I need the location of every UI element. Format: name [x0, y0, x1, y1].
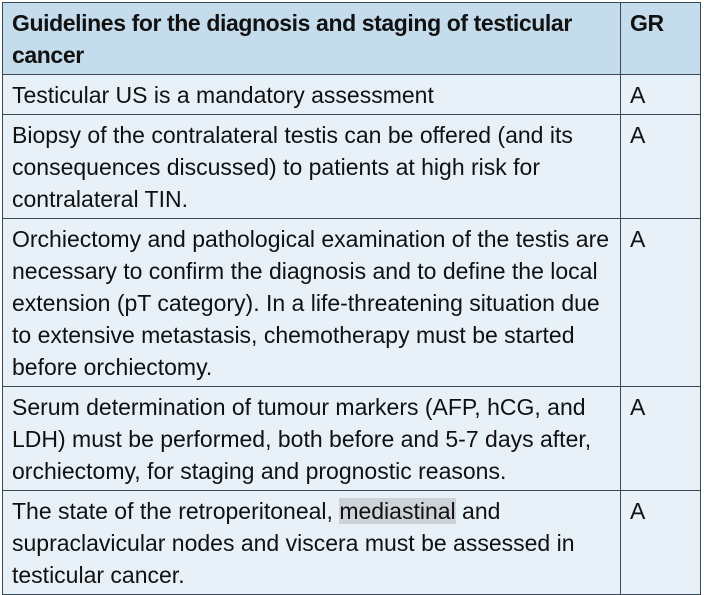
text-before: The state of the retroperitoneal,	[12, 498, 340, 524]
guideline-text: Testicular US is a mandatory assessment	[3, 75, 621, 115]
guideline-text	[3, 491, 621, 595]
guideline-text: Biopsy of the contralateral testis can be offered (and its consequences discussed) to patients at high risk for contralateral TIN.	[3, 115, 621, 219]
table-row	[3, 219, 701, 387]
grade-cell: A	[621, 219, 701, 387]
header-title: Guidelines for the diagnosis and staging of testicular cancer	[3, 3, 621, 75]
table-row	[3, 115, 701, 219]
grade-cell: A	[621, 115, 701, 219]
guidelines-table	[2, 2, 701, 595]
table-row	[3, 387, 701, 491]
table-row	[3, 491, 701, 595]
text-after: and supraclavicular nodes and viscera must be assessed in testicular cancer.	[12, 498, 575, 588]
guideline-text: Orchiectomy and pathological examination of the testis are necessary to confirm the diagnosis and to define the local extension (pT category). In a life-threatening situation due to extensive metastasis, chemotherapy must be started before orchiectomy.	[3, 219, 621, 387]
header-grade: GR	[621, 3, 701, 75]
grade-cell: A	[621, 387, 701, 491]
guideline-text: Serum determination of tumour markers (AFP, hCG, and LDH) must be performed, both before and 5-7 days after, orchiectomy, for staging and prognostic reasons.	[3, 387, 621, 491]
table-row	[3, 75, 701, 115]
highlighted-word[interactable]: mediastinal	[339, 498, 456, 524]
grade-cell: A	[621, 75, 701, 115]
header-row	[3, 3, 701, 75]
grade-cell: A	[621, 491, 701, 595]
